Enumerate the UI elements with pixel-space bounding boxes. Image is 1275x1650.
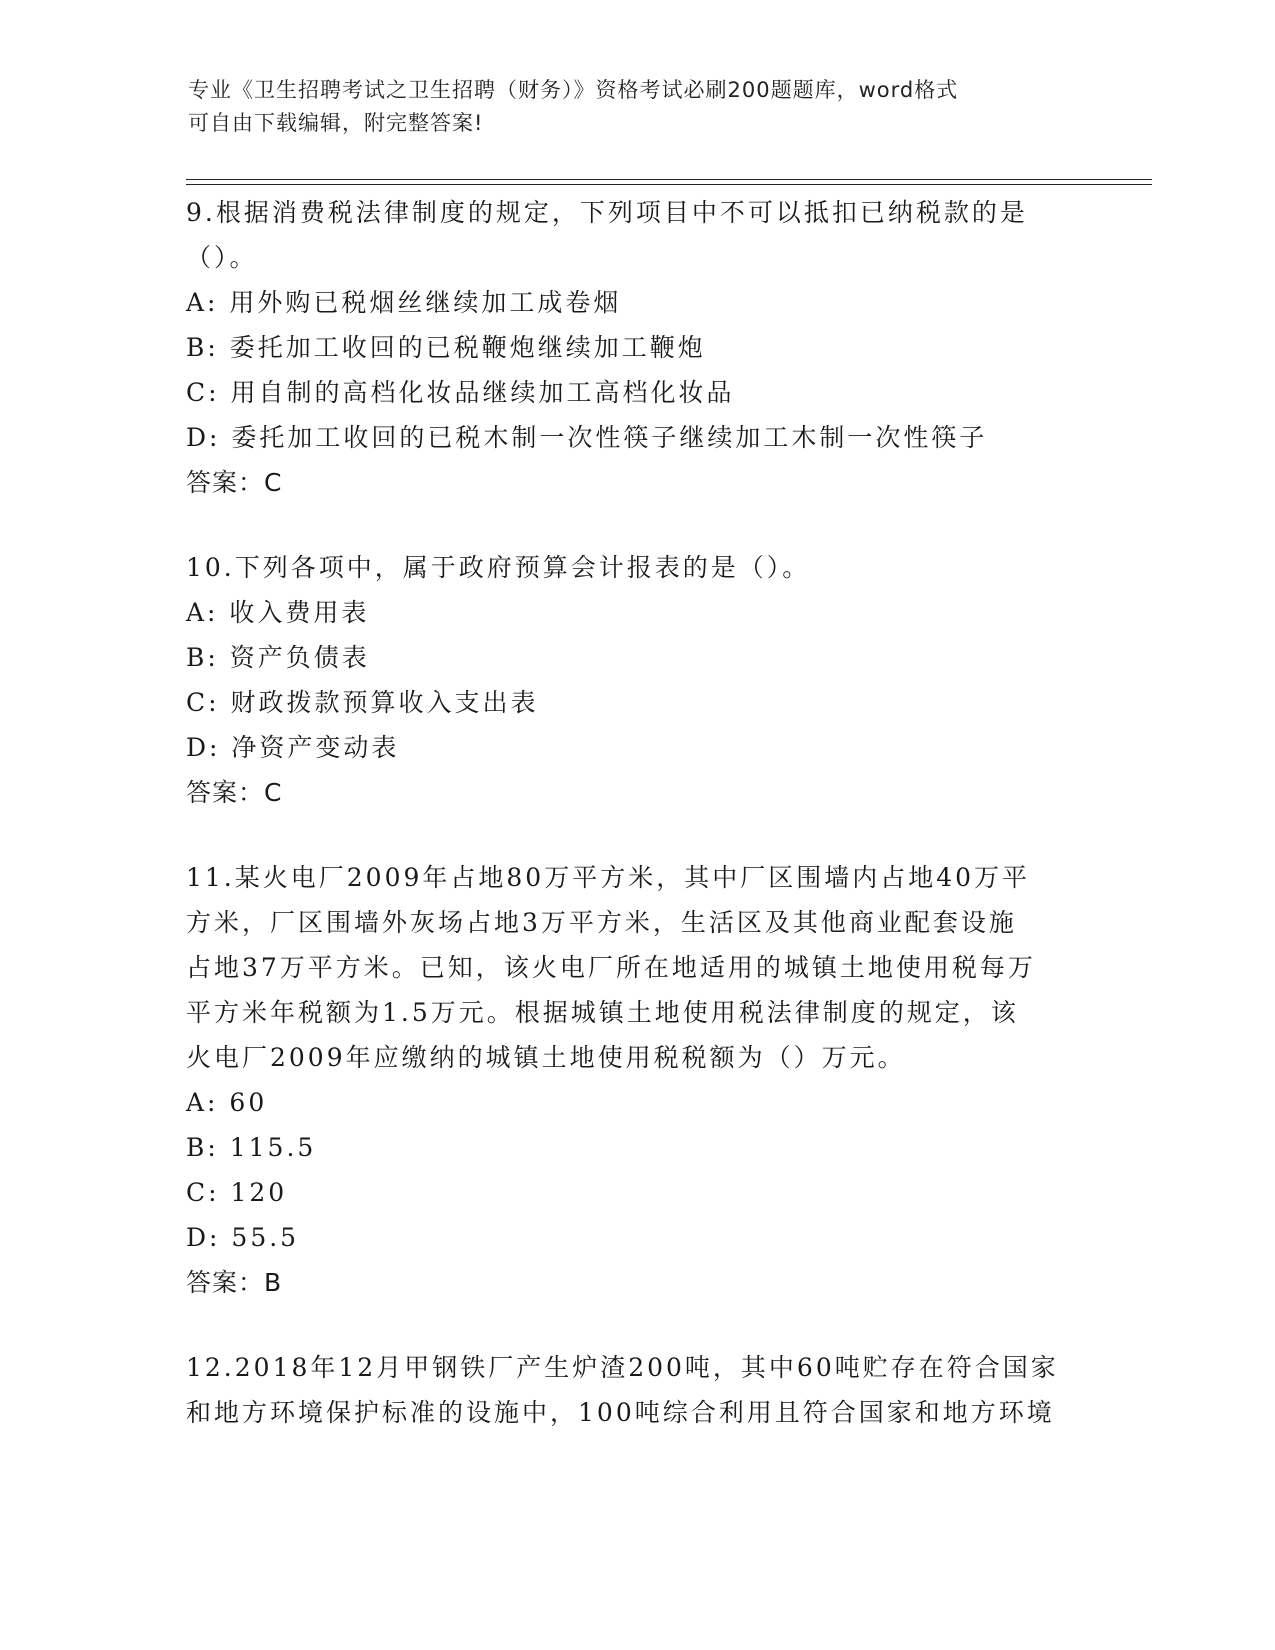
answer-option: B: 资产负债表 (186, 643, 370, 672)
answer-key: 答案：C (186, 468, 283, 497)
answer-key: 答案：B (186, 1268, 283, 1297)
answer-option: C: 财政拨款预算收入支出表 (186, 688, 539, 717)
answer-key: 答案：C (186, 778, 283, 807)
question-block (186, 855, 1086, 1305)
header-line-2: 可自由下载编辑，附完整答案! (188, 111, 484, 135)
question-block (186, 190, 1086, 505)
question-stem-line: 占地37万平方米。已知，该火电厂所在地适用的城镇土地使用税每万 (186, 953, 1036, 982)
question-stem-line: 10.下列各项中，属于政府预算会计报表的是（）。 (186, 553, 811, 582)
question-stem-line: 和地方环境保护标准的设施中，100吨综合利用且符合国家和地方环境 (186, 1398, 1055, 1427)
answer-option: A: 收入费用表 (186, 598, 370, 627)
question-stem-line: 9.根据消费税法律制度的规定，下列项目中不可以抵扣已纳税款的是 (186, 198, 1028, 227)
answer-option: A: 60 (186, 1088, 268, 1117)
question-block (186, 545, 1086, 815)
header-divider-top (186, 179, 1152, 180)
answer-option: A: 用外购已税烟丝继续加工成卷烟 (186, 288, 622, 317)
answer-option: D: 委托加工收回的已税木制一次性筷子继续加工木制一次性筷子 (186, 423, 988, 452)
question-stem-line: 火电厂2009年应缴纳的城镇土地使用税税额为（）万元。 (186, 1043, 906, 1072)
question-list (186, 190, 1086, 1475)
question-stem-line: 方米，厂区围墙外灰场占地3万平方米，生活区及其他商业配套设施 (186, 908, 1017, 937)
header-divider-bottom (186, 184, 1152, 185)
answer-option: D: 55.5 (186, 1223, 300, 1252)
document-header (188, 74, 1088, 140)
question-stem-line: （）。 (186, 243, 258, 272)
question-stem-line: 11.某火电厂2009年占地80万平方米，其中厂区围墙内占地40万平 (186, 863, 1031, 892)
question-block (186, 1345, 1086, 1435)
question-stem-line: 12.2018年12月甲钢铁厂产生炉渣200吨，其中60吨贮存在符合国家 (186, 1353, 1059, 1382)
header-line-1: 专业《卫生招聘考试之卫生招聘（财务）》资格考试必刷200题题库，word格式 (188, 78, 959, 102)
answer-option: C: 120 (186, 1178, 288, 1207)
question-stem-line: 平方米年税额为1.5万元。根据城镇土地使用税法律制度的规定，该 (186, 998, 1019, 1027)
answer-option: D: 净资产变动表 (186, 733, 400, 762)
answer-option: C: 用自制的高档化妆品继续加工高档化妆品 (186, 378, 735, 407)
answer-option: B: 委托加工收回的已税鞭炮继续加工鞭炮 (186, 333, 706, 362)
answer-option: B: 115.5 (186, 1133, 317, 1162)
